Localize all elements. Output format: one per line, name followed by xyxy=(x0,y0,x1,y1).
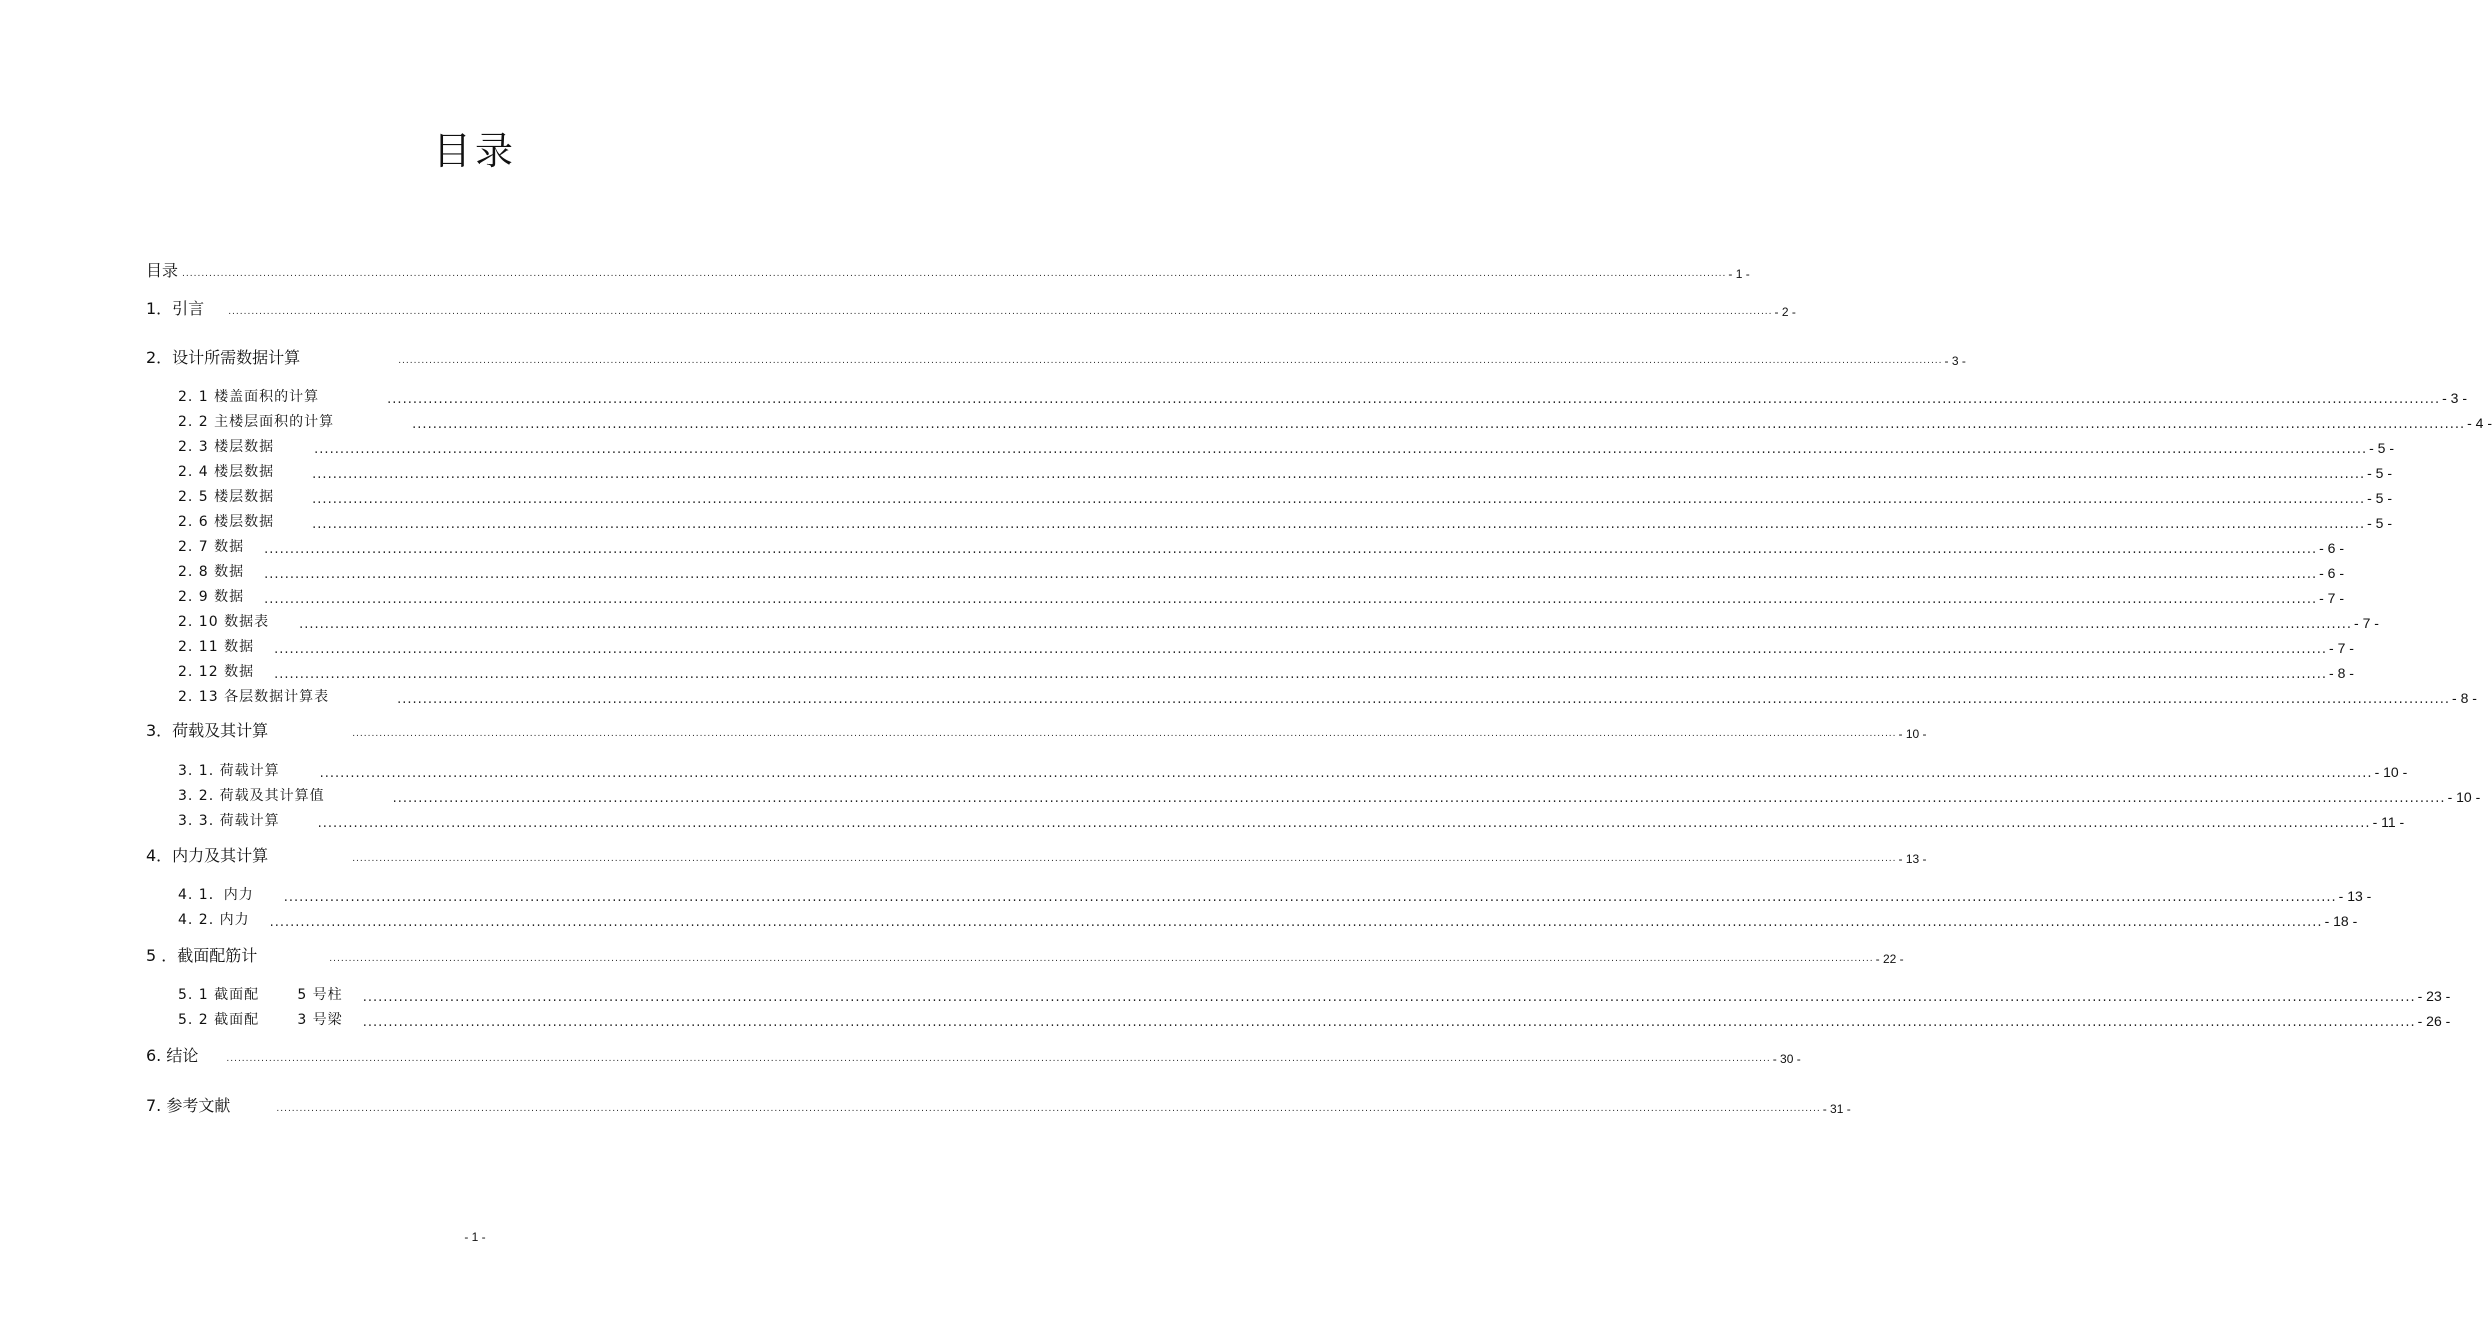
toc-page: - 8 - xyxy=(2329,665,2354,681)
toc-page: - 3 - xyxy=(1944,354,1966,368)
toc-entry[interactable] xyxy=(178,884,2372,905)
toc-page: - 5 - xyxy=(2367,490,2392,506)
toc-label: 2. 6 楼层数据 xyxy=(178,514,275,530)
toc-page: - 1 - xyxy=(1728,267,1750,281)
toc-label: 2．设计所需数据计算 xyxy=(146,348,301,367)
leader-dots: ................................................................................................................................................................................................................................................................................................................................................................................................................ xyxy=(226,1054,1771,1064)
toc-entry[interactable] xyxy=(178,536,2344,557)
leader-dots: ................................................................................................................................................................................................................................................................................................................................................................................................................ xyxy=(274,667,2328,682)
toc-entry[interactable] xyxy=(178,661,2354,682)
toc-page: - 5 - xyxy=(2369,440,2394,456)
leader-dots: ................................................................................................................................................................................................................................................................................................................................................................................................................ xyxy=(398,356,1943,366)
leader-dots: ................................................................................................................................................................................................................................................................................................................................................................................................................ xyxy=(276,1104,1821,1114)
toc-entry[interactable] xyxy=(178,561,2344,582)
toc-entry[interactable] xyxy=(178,636,2354,657)
toc-label: 2. 11 数据 xyxy=(178,639,255,655)
toc-page: - 7 - xyxy=(2329,640,2354,656)
leader-dots: ................................................................................................................................................................................................................................................................................................................................................................................................................ xyxy=(182,269,1727,279)
toc-entry[interactable] xyxy=(146,345,1966,368)
toc-page: - 5 - xyxy=(2367,465,2392,481)
toc-label: 2. 9 数据 xyxy=(178,589,245,605)
toc-page: - 22 - xyxy=(1875,952,1904,966)
toc-entry[interactable] xyxy=(178,511,2392,532)
toc-entry[interactable] xyxy=(178,611,2379,632)
toc-label: 5. 2 截面配 3 号梁 xyxy=(178,1012,343,1028)
toc-entry[interactable] xyxy=(178,909,2358,930)
leader-dots: ................................................................................................................................................................................................................................................................................................................................................................................................................ xyxy=(319,766,2373,781)
toc-entry[interactable] xyxy=(178,486,2392,507)
toc-label: 2. 5 楼层数据 xyxy=(178,489,275,505)
toc-label: 5 ．截面配筋计 xyxy=(146,946,258,965)
toc-entry[interactable] xyxy=(178,1009,2451,1030)
toc-label: 5. 1 截面配 5 号柱 xyxy=(178,987,343,1003)
toc-page: - 13 - xyxy=(2338,888,2372,904)
leader-dots: ................................................................................................................................................................................................................................................................................................................................................................................................................ xyxy=(362,990,2416,1005)
toc-page: - 31 - xyxy=(1822,1102,1851,1116)
toc-entry[interactable] xyxy=(178,386,2467,407)
leader-dots: ................................................................................................................................................................................................................................................................................................................................................................................................................ xyxy=(392,791,2446,806)
toc-page: - 18 - xyxy=(2324,913,2358,929)
toc-label: 2. 13 各层数据计算表 xyxy=(178,689,330,705)
toc-label: 目录 xyxy=(146,261,179,280)
toc-label: 4．内力及其计算 xyxy=(146,846,269,865)
toc-page: - 5 - xyxy=(2367,515,2392,531)
toc-entry[interactable] xyxy=(178,686,2477,707)
toc-entry[interactable] xyxy=(146,258,1750,281)
page-number: - 1 - xyxy=(464,1230,486,1244)
leader-dots: ................................................................................................................................................................................................................................................................................................................................................................................................................ xyxy=(397,692,2451,707)
toc-page: - 10 - xyxy=(1898,727,1927,741)
leader-dots: ................................................................................................................................................................................................................................................................................................................................................................................................................ xyxy=(317,816,2371,831)
toc-page: - 23 - xyxy=(2417,988,2451,1004)
toc-page: - 7 - xyxy=(2354,615,2379,631)
toc-label: 2. 1 楼盖面积的计算 xyxy=(178,389,320,405)
leader-dots: ................................................................................................................................................................................................................................................................................................................................................................................................................ xyxy=(299,617,2353,632)
toc-page: - 6 - xyxy=(2319,540,2344,556)
toc-label: 2. 12 数据 xyxy=(178,664,255,680)
toc-label: 2. 4 楼层数据 xyxy=(178,464,275,480)
toc-entry[interactable] xyxy=(146,296,1796,319)
toc-entry[interactable] xyxy=(178,984,2451,1005)
toc-label: 2. 3 楼层数据 xyxy=(178,439,275,455)
toc-entry[interactable] xyxy=(178,411,2492,432)
toc-page: - 8 - xyxy=(2452,690,2477,706)
toc-entry[interactable] xyxy=(146,718,1927,741)
toc-label: 2. 7 数据 xyxy=(178,539,245,555)
toc-page: - 13 - xyxy=(1898,852,1927,866)
toc-page: - 11 - xyxy=(2372,814,2405,830)
leader-dots: ................................................................................................................................................................................................................................................................................................................................................................................................................ xyxy=(312,467,2366,482)
toc-page: - 6 - xyxy=(2319,565,2344,581)
toc-page: - 10 - xyxy=(2447,789,2481,805)
toc-entry[interactable] xyxy=(146,943,1904,966)
toc-entry[interactable] xyxy=(178,436,2394,457)
leader-dots: ................................................................................................................................................................................................................................................................................................................................................................................................................ xyxy=(314,442,2368,457)
toc-page: - 30 - xyxy=(1772,1052,1801,1066)
leader-dots: ................................................................................................................................................................................................................................................................................................................................................................................................................ xyxy=(312,492,2366,507)
toc-label: 3. 2. 荷载及其计算值 xyxy=(178,788,325,804)
toc-page: - 10 - xyxy=(2374,764,2408,780)
leader-dots: ................................................................................................................................................................................................................................................................................................................................................................................................................ xyxy=(387,392,2441,407)
leader-dots: ................................................................................................................................................................................................................................................................................................................................................................................................................ xyxy=(264,567,2318,582)
toc-label: 3．荷载及其计算 xyxy=(146,721,269,740)
leader-dots: ................................................................................................................................................................................................................................................................................................................................................................................................................ xyxy=(352,854,1897,864)
leader-dots: ................................................................................................................................................................................................................................................................................................................................................................................................................ xyxy=(312,517,2366,532)
toc-entry[interactable] xyxy=(178,810,2405,831)
toc-page: - 26 - xyxy=(2417,1013,2451,1029)
toc-entry[interactable] xyxy=(146,1043,1801,1066)
page-title: 目录 xyxy=(432,129,517,173)
leader-dots: ................................................................................................................................................................................................................................................................................................................................................................................................................ xyxy=(228,307,1773,317)
toc-entry[interactable] xyxy=(178,461,2392,482)
toc-entry[interactable] xyxy=(178,586,2344,607)
toc-page: - 2 - xyxy=(1774,305,1796,319)
leader-dots: ................................................................................................................................................................................................................................................................................................................................................................................................................ xyxy=(329,954,1874,964)
leader-dots: ................................................................................................................................................................................................................................................................................................................................................................................................................ xyxy=(269,915,2323,930)
toc-label: 2. 8 数据 xyxy=(178,564,245,580)
toc-label: 3. 3. 荷载计算 xyxy=(178,813,280,829)
toc-label: 2. 10 数据表 xyxy=(178,614,270,630)
leader-dots: ................................................................................................................................................................................................................................................................................................................................................................................................................ xyxy=(264,542,2318,557)
toc-label: 1．引言 xyxy=(146,299,205,318)
leader-dots: ................................................................................................................................................................................................................................................................................................................................................................................................................ xyxy=(412,417,2466,432)
toc-page: - 7 - xyxy=(2319,590,2344,606)
leader-dots: ................................................................................................................................................................................................................................................................................................................................................................................................................ xyxy=(362,1015,2416,1030)
toc-label: 7. 参考文献 xyxy=(146,1096,231,1115)
toc-label: 4. 1．内力 xyxy=(178,887,254,903)
leader-dots: ................................................................................................................................................................................................................................................................................................................................................................................................................ xyxy=(274,642,2328,657)
toc-entry[interactable] xyxy=(178,785,2481,806)
toc-entry[interactable] xyxy=(146,843,1927,866)
toc-entry[interactable] xyxy=(146,1093,1851,1116)
leader-dots: ................................................................................................................................................................................................................................................................................................................................................................................................................ xyxy=(264,592,2318,607)
toc-label: 4. 2. 内力 xyxy=(178,912,250,928)
toc-page: - 3 - xyxy=(2442,390,2467,406)
toc-entry[interactable] xyxy=(178,760,2408,781)
toc-label: 2. 2 主楼层面积的计算 xyxy=(178,414,335,430)
toc-page: - 4 - xyxy=(2467,415,2492,431)
leader-dots: ................................................................................................................................................................................................................................................................................................................................................................................................................ xyxy=(352,729,1897,739)
leader-dots: ................................................................................................................................................................................................................................................................................................................................................................................................................ xyxy=(283,890,2337,905)
toc-label: 3. 1. 荷载计算 xyxy=(178,763,280,779)
toc-label: 6. 结论 xyxy=(146,1046,199,1065)
